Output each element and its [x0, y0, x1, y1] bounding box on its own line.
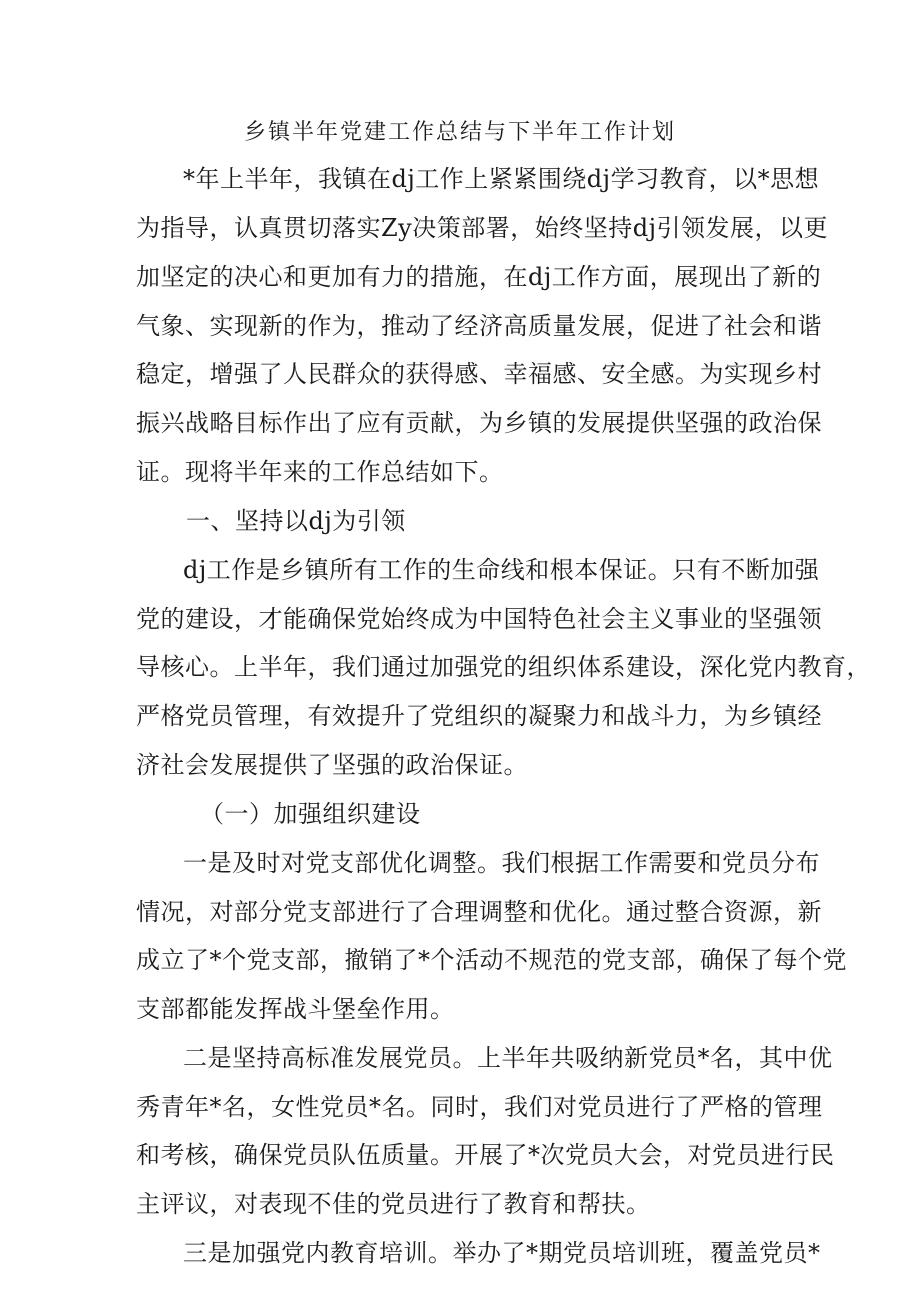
paragraph-line: *年上半年，我镇在dj工作上紧紧围绕dj学习教育，以*思想	[183, 165, 820, 193]
paragraph-line: 导核心。上半年，我们通过加强党的组织体系建设，深化党内教育，	[136, 653, 871, 681]
section-heading: 一、坚持以dj为引领	[186, 507, 406, 535]
paragraph-line: 气象、实现新的作为，推动了经济高质量发展，促进了社会和谐	[136, 312, 822, 340]
paragraph-line: 情况，对部分党支部进行了合理调整和优化。通过整合资源，新	[136, 898, 822, 926]
paragraph-line: 加坚定的决心和更加有力的措施，在dj工作方面，展现出了新的	[136, 263, 822, 291]
paragraph-line: 和考核，确保党员队伍质量。开展了*次党员大会，对党员进行民	[136, 1141, 835, 1169]
document-title: 乡镇半年党建工作总结与下半年工作计划	[243, 120, 676, 145]
paragraph-line: 二是坚持高标准发展党员。上半年共吸纳新党员*名，其中优	[183, 1044, 833, 1072]
paragraph-line: 振兴战略目标作出了应有贡献，为乡镇的发展提供坚强的政治保	[136, 409, 822, 437]
subsection-heading: （一）加强组织建设	[200, 800, 421, 828]
paragraph-line: 三是加强党内教育培训。举办了*期党员培训班，覆盖党员*	[183, 1239, 821, 1267]
paragraph-line: 支部都能发挥战斗堡垒作用。	[136, 995, 455, 1023]
paragraph-line: 秀青年*名，女性党员*名。同时，我们对党员进行了严格的管理	[136, 1093, 823, 1121]
paragraph-line: 为指导，认真贯切落实Zy决策部署，始终坚持dj引领发展，以更	[136, 214, 829, 242]
paragraph-line: 济社会发展提供了坚强的政治保证。	[136, 751, 528, 779]
paragraph-line: 稳定，增强了人民群众的获得感、幸福感、安全感。为实现乡村	[136, 360, 822, 388]
paragraph-line: 一是及时对党支部优化调整。我们根据工作需要和党员分布	[183, 849, 820, 877]
paragraph-line: 证。现将半年来的工作总结如下。	[136, 458, 504, 486]
paragraph-line: 成立了*个党支部，撤销了*个活动不规范的党支部，确保了每个党	[136, 946, 847, 974]
paragraph-line: 党的建设，才能确保党始终成为中国特色社会主义事业的坚强领	[136, 605, 822, 633]
paragraph-line: 严格党员管理，有效提升了党组织的凝聚力和战斗力，为乡镇经	[136, 702, 822, 730]
paragraph-line: 主评议，对表现不佳的党员进行了教育和帮扶。	[136, 1190, 651, 1218]
paragraph-line: dj工作是乡镇所有工作的生命线和根本保证。只有不断加强	[183, 556, 820, 584]
